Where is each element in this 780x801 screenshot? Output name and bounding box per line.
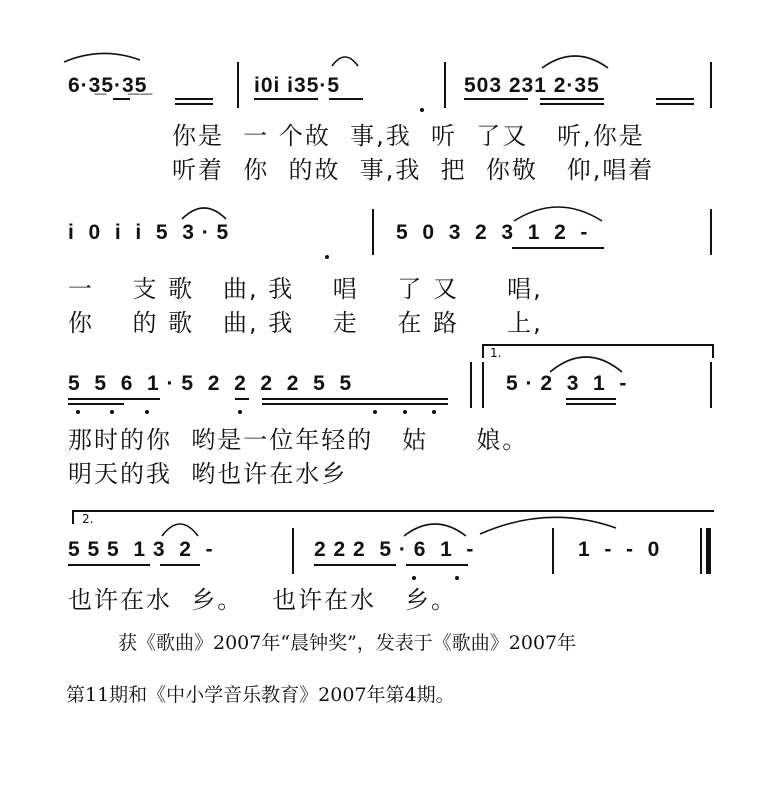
barline — [710, 62, 712, 108]
tie-arc — [512, 199, 604, 223]
final-barline — [706, 528, 711, 574]
underline — [566, 398, 616, 400]
barline — [710, 209, 712, 255]
underline — [540, 98, 604, 100]
note-dot — [403, 410, 407, 414]
lyric-line: 也许在水 乡。 也许在水 乡。 — [68, 586, 458, 614]
tie-arc — [478, 510, 618, 536]
note-dot — [373, 410, 377, 414]
underline — [235, 398, 249, 400]
tie-arc — [330, 50, 360, 68]
score-row-3 — [0, 340, 780, 500]
barline — [444, 62, 446, 108]
underline — [68, 564, 150, 566]
measure-7-notes: 5 · 2 3 1 - — [506, 372, 628, 395]
tie-arc — [540, 48, 610, 70]
tie-arc — [180, 201, 228, 221]
barline — [237, 62, 239, 108]
underline — [175, 103, 213, 105]
measure-5-notes: 5 0 3 2 3 1 2 - — [396, 221, 589, 244]
measure-9-notes: 2 2 2 5 · 6 1 - — [314, 538, 475, 561]
note-dot — [76, 410, 80, 414]
measure-8-notes: 5 5 5 1 3 2 - — [68, 538, 214, 561]
measure-2-notes: i0i i35·5 — [254, 74, 341, 97]
underline — [540, 103, 604, 105]
volta-label-2: 2. — [82, 512, 94, 526]
underline — [566, 403, 616, 405]
underline — [512, 247, 604, 249]
score-row-4 — [0, 500, 780, 620]
lyric-line: 你 的 歌 曲, 我 走 在 路 上, — [68, 309, 543, 337]
underline — [656, 98, 694, 100]
barline — [710, 362, 712, 408]
lyric-line: 听着 你 的故 事,我 把 你敬 仰,唱着 — [172, 156, 655, 184]
underline — [329, 98, 363, 100]
score-row-2 — [0, 195, 780, 345]
underline — [314, 564, 396, 566]
publication-note-line-1: 获《歌曲》2007年“晨钟奖”，发表于《歌曲》2007年 — [118, 632, 577, 654]
underline — [254, 98, 318, 100]
measure-4-notes: i 0 i i 5 3 · 5 — [68, 221, 230, 244]
measure-6-notes: 5 5 6 1 · 5 2 2 2 2 5 5 — [68, 372, 353, 395]
underline — [113, 98, 130, 100]
barline — [482, 362, 484, 408]
measure-3-notes: 503 231 2·35 — [464, 74, 600, 97]
measure-10-notes: 1 - - 0 — [578, 538, 661, 561]
barline — [292, 528, 294, 574]
underline — [406, 564, 468, 566]
underline — [656, 103, 694, 105]
note-dot — [238, 410, 242, 414]
barline — [552, 528, 554, 574]
note-dot — [420, 108, 424, 112]
underline — [262, 398, 448, 400]
underline — [262, 403, 448, 405]
tie-arc — [402, 516, 468, 538]
note-dot — [325, 255, 329, 259]
score-row-1 — [0, 0, 780, 200]
tie-arc — [160, 516, 200, 538]
tie-arc — [62, 48, 142, 68]
lyric-line: 那时的你 哟是一位年轻的 姑 娘。 — [68, 426, 529, 454]
barline — [700, 528, 702, 574]
lyric-line: 你是 一 个故 事,我 听 了又 听,你是 — [172, 122, 645, 150]
underline — [68, 398, 160, 400]
tie-arc — [548, 348, 624, 374]
measure-1-notes: 6·3̲5·3̲5̲ — [68, 74, 148, 97]
underline — [175, 98, 213, 100]
underline — [160, 564, 200, 566]
lyric-line: 一 支 歌 曲, 我 唱 了 又 唱, — [68, 275, 543, 303]
publication-note-line-2: 第11期和《中小学音乐教育》2007年第4期。 — [66, 684, 455, 706]
barline — [470, 362, 472, 408]
underline — [464, 98, 528, 100]
lyric-line: 明天的我 哟也许在水乡 — [68, 460, 348, 488]
barline — [372, 209, 374, 255]
note-dot — [145, 410, 149, 414]
note-dot — [432, 410, 436, 414]
underline — [68, 403, 124, 405]
note-dot — [110, 410, 114, 414]
volta-label-1: 1. — [490, 346, 502, 360]
